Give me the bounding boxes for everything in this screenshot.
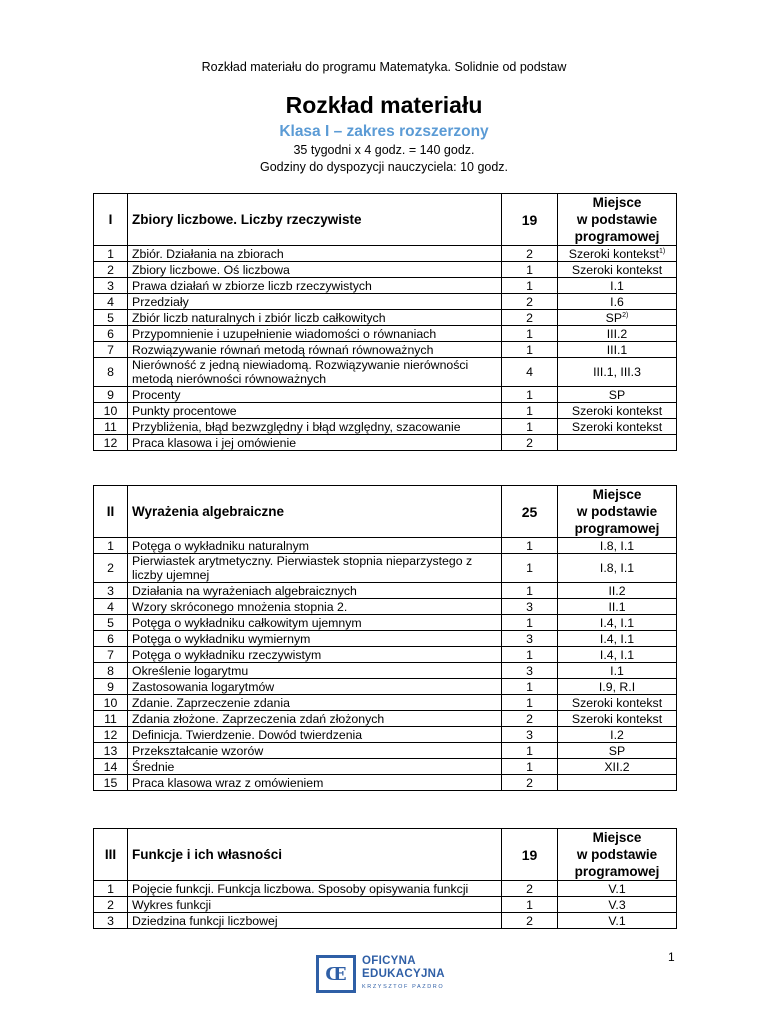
row-curriculum-text: Szeroki kontekst	[571, 419, 663, 434]
row-number: 5	[94, 310, 128, 326]
logo-text-line3: KRZYSZTOF PAZDRO	[362, 984, 445, 990]
row-hours: 1	[502, 387, 558, 403]
row-number: 12	[94, 727, 128, 743]
place-header-line: programowej	[574, 229, 660, 244]
row-number: 4	[94, 599, 128, 615]
section-number: II	[94, 486, 128, 538]
place-header-line: Miejsce	[592, 830, 642, 845]
row-hours: 1	[502, 538, 558, 554]
row-curriculum-text: I.9, R.I	[598, 679, 636, 694]
row-hours: 1	[502, 615, 558, 631]
row-hours: 1	[502, 326, 558, 342]
table-row	[94, 326, 677, 342]
place-header-line: w podstawie	[576, 212, 658, 227]
row-topic: Definicja. Twierdzenie. Dowód twierdzenia	[128, 727, 502, 743]
section-title: Zbiory liczbowe. Liczby rzeczywiste	[128, 194, 502, 246]
row-number: 9	[94, 387, 128, 403]
row-curriculum	[558, 326, 677, 342]
row-topic: Potęga o wykładniku wymiernym	[128, 631, 502, 647]
row-topic: Potęga o wykładniku całkowitym ujemnym	[128, 615, 502, 631]
row-number: 6	[94, 326, 128, 342]
row-number: 13	[94, 743, 128, 759]
section-number: III	[94, 829, 128, 881]
row-curriculum	[558, 881, 677, 897]
row-curriculum	[558, 262, 677, 278]
row-number: 4	[94, 294, 128, 310]
row-curriculum	[558, 679, 677, 695]
row-number: 9	[94, 679, 128, 695]
table-row	[94, 913, 677, 929]
place-header-line: programowej	[574, 864, 660, 879]
row-hours: 3	[502, 599, 558, 615]
place-header	[558, 194, 677, 246]
row-number: 8	[94, 358, 128, 387]
table-row	[94, 663, 677, 679]
row-curriculum	[558, 358, 677, 387]
section-table	[93, 828, 677, 929]
row-topic: Pierwiastek arytmetyczny. Pierwiastek stopnia nieparzystego z liczby ujemnej	[128, 554, 502, 583]
table-row	[94, 403, 677, 419]
row-curriculum	[558, 342, 677, 358]
row-curriculum	[558, 631, 677, 647]
row-curriculum-text: I.8, I.1	[599, 538, 635, 553]
row-topic: Przedziały	[128, 294, 502, 310]
section-hours: 25	[502, 486, 558, 538]
table-row	[94, 759, 677, 775]
row-curriculum	[558, 278, 677, 294]
table-row	[94, 262, 677, 278]
table-row	[94, 310, 677, 326]
row-hours: 1	[502, 278, 558, 294]
row-curriculum-text: II.2	[608, 583, 626, 598]
page-number: 1	[668, 950, 675, 964]
row-curriculum-text: Szeroki kontekst	[571, 695, 663, 710]
table-row	[94, 743, 677, 759]
row-curriculum	[558, 775, 677, 791]
row-curriculum	[558, 695, 677, 711]
publisher-logo	[316, 953, 466, 998]
row-topic: Pojęcie funkcji. Funkcja liczbowa. Sposoby opisywania funkcji	[128, 881, 502, 897]
row-hours: 2	[502, 775, 558, 791]
row-curriculum-text: V.1	[608, 913, 626, 928]
row-topic: Praca klasowa wraz z omówieniem	[128, 775, 502, 791]
row-number: 3	[94, 278, 128, 294]
section-header-row	[94, 194, 677, 246]
row-number: 14	[94, 759, 128, 775]
row-hours: 1	[502, 759, 558, 775]
row-number: 5	[94, 615, 128, 631]
hours-summary: 35 tygodni x 4 godz. = 140 godz.	[293, 143, 475, 157]
row-curriculum-text: I.4, I.1	[599, 647, 635, 662]
page-title: Rozkład materiału	[285, 92, 483, 118]
section-title: Wyrażenia algebraiczne	[128, 486, 502, 538]
row-curriculum-text: III.1, III.3	[593, 365, 641, 379]
row-topic: Nierówność z jedną niewiadomą. Rozwiązywanie nierówności metodą nierówności równoważnych	[128, 358, 502, 387]
row-hours: 1	[502, 403, 558, 419]
teacher-hours: Godziny do dyspozycji nauczyciela: 10 godz.	[259, 160, 509, 174]
row-curriculum	[558, 727, 677, 743]
row-hours: 1	[502, 419, 558, 435]
row-curriculum	[558, 246, 677, 262]
row-hours: 1	[502, 695, 558, 711]
row-topic: Zbiór liczb naturalnych i zbiór liczb całkowitych	[128, 310, 502, 326]
table-row	[94, 647, 677, 663]
row-hours: 1	[502, 583, 558, 599]
row-number: 10	[94, 695, 128, 711]
row-curriculum-text: I.8, I.1	[599, 561, 635, 575]
row-number: 7	[94, 647, 128, 663]
row-curriculum	[558, 599, 677, 615]
row-curriculum	[558, 538, 677, 554]
row-number: 10	[94, 403, 128, 419]
table-row	[94, 775, 677, 791]
row-number: 3	[94, 583, 128, 599]
row-topic: Punkty procentowe	[128, 403, 502, 419]
row-curriculum-text: I.6	[610, 294, 624, 309]
row-curriculum-text: I.4, I.1	[599, 615, 635, 630]
row-curriculum	[558, 711, 677, 727]
row-curriculum-text: V.3	[608, 897, 626, 912]
row-curriculum	[558, 435, 677, 451]
row-curriculum-text: I.2	[610, 727, 624, 742]
table-row	[94, 294, 677, 310]
footnote-marker: 2)	[622, 311, 629, 319]
row-number: 12	[94, 435, 128, 451]
row-topic: Zdania złożone. Zaprzeczenia zdań złożonych	[128, 711, 502, 727]
section-table	[93, 193, 677, 451]
row-topic: Potęga o wykładniku rzeczywistym	[128, 647, 502, 663]
row-hours: 2	[502, 435, 558, 451]
row-curriculum	[558, 615, 677, 631]
row-number: 7	[94, 342, 128, 358]
row-curriculum-text: XII.2	[604, 759, 630, 774]
place-header-line: programowej	[574, 521, 660, 536]
row-curriculum	[558, 403, 677, 419]
row-hours: 2	[502, 310, 558, 326]
row-hours: 1	[502, 647, 558, 663]
row-curriculum	[558, 419, 677, 435]
section-table	[93, 485, 677, 791]
table-row	[94, 727, 677, 743]
row-hours: 2	[502, 881, 558, 897]
row-topic: Przypomnienie i uzupełnienie wiadomości o równaniach	[128, 326, 502, 342]
row-curriculum	[558, 294, 677, 310]
row-topic: Działania na wyrażeniach algebraicznych	[128, 583, 502, 599]
row-number: 1	[94, 246, 128, 262]
logo-icon: Œ	[316, 955, 356, 993]
row-curriculum-text: V.1	[608, 881, 626, 896]
table-row	[94, 711, 677, 727]
row-curriculum-text: I.4, I.1	[599, 631, 635, 646]
table-row	[94, 538, 677, 554]
footnote-marker: 1)	[658, 247, 666, 255]
document-header: Rozkład materiału do programu Matematyka. Solidnie od podstaw	[201, 60, 567, 74]
section-title: Funkcje i ich własności	[128, 829, 502, 881]
logo-text-line2: EDUKACYJNA	[362, 968, 445, 980]
table-row	[94, 897, 677, 913]
row-topic: Wzory skróconego mnożenia stopnia 2.	[128, 599, 502, 615]
row-curriculum	[558, 554, 677, 583]
logo-text-line1: OFICYNA	[362, 955, 416, 967]
row-number: 11	[94, 419, 128, 435]
table-row	[94, 583, 677, 599]
row-topic: Zdanie. Zaprzeczenie zdania	[128, 695, 502, 711]
row-topic: Zbiór. Działania na zbiorach	[128, 246, 502, 262]
table-row	[94, 387, 677, 403]
place-header-line: Miejsce	[592, 487, 642, 502]
row-curriculum-text: Szeroki kontekst	[568, 246, 659, 261]
row-topic: Zastosowania logarytmów	[128, 679, 502, 695]
row-hours: 1	[502, 679, 558, 695]
row-curriculum	[558, 897, 677, 913]
page-subtitle: Klasa I – zakres rozszerzony	[279, 123, 489, 140]
table-row	[94, 342, 677, 358]
row-hours: 2	[502, 711, 558, 727]
row-hours: 3	[502, 631, 558, 647]
row-curriculum	[558, 647, 677, 663]
row-hours: 1	[502, 743, 558, 759]
table-row	[94, 358, 677, 387]
row-number: 6	[94, 631, 128, 647]
row-curriculum-text: III.1	[606, 342, 628, 357]
place-header	[558, 829, 677, 881]
row-curriculum	[558, 759, 677, 775]
row-topic: Zbiory liczbowe. Oś liczbowa	[128, 262, 502, 278]
place-header-line: w podstawie	[576, 847, 658, 862]
section-hours: 19	[502, 194, 558, 246]
table-row	[94, 554, 677, 583]
row-curriculum	[558, 663, 677, 679]
place-header-line: Miejsce	[592, 195, 642, 210]
row-topic: Prawa działań w zbiorze liczb rzeczywistych	[128, 278, 502, 294]
table-row	[94, 631, 677, 647]
row-number: 15	[94, 775, 128, 791]
section-hours: 19	[502, 829, 558, 881]
row-number: 1	[94, 538, 128, 554]
row-curriculum	[558, 913, 677, 929]
table-row	[94, 419, 677, 435]
row-curriculum-text: SP	[608, 387, 626, 402]
row-curriculum-text: III.2	[606, 326, 628, 341]
row-curriculum-text: I.1	[610, 278, 624, 293]
row-hours: 3	[502, 727, 558, 743]
table-row	[94, 615, 677, 631]
row-curriculum-text: Szeroki kontekst	[571, 262, 663, 277]
row-number: 11	[94, 711, 128, 727]
row-hours: 2	[502, 246, 558, 262]
row-curriculum	[558, 310, 677, 326]
table-row	[94, 278, 677, 294]
row-curriculum-text: SP	[605, 310, 623, 325]
table-row	[94, 679, 677, 695]
table-row	[94, 599, 677, 615]
table-row	[94, 435, 677, 451]
row-hours: 1	[502, 897, 558, 913]
row-topic: Określenie logarytmu	[128, 663, 502, 679]
row-topic: Praca klasowa i jej omówienie	[128, 435, 502, 451]
table-row	[94, 695, 677, 711]
row-topic: Wykres funkcji	[128, 897, 502, 913]
section-header-row	[94, 829, 677, 881]
row-hours: 3	[502, 663, 558, 679]
row-curriculum-text: I.1	[610, 663, 624, 678]
row-curriculum-text: Szeroki kontekst	[571, 711, 663, 726]
row-hours: 1	[502, 342, 558, 358]
row-number: 2	[94, 262, 128, 278]
row-hours: 2	[502, 913, 558, 929]
row-topic: Dziedzina funkcji liczbowej	[128, 913, 502, 929]
row-topic: Rozwiązywanie równań metodą równań równoważnych	[128, 342, 502, 358]
row-number: 3	[94, 913, 128, 929]
row-topic: Średnie	[128, 759, 502, 775]
row-hours: 2	[502, 294, 558, 310]
row-hours: 1	[502, 554, 558, 583]
row-curriculum	[558, 387, 677, 403]
section-header-row	[94, 486, 677, 538]
row-curriculum-text: SP	[608, 743, 626, 758]
row-number: 8	[94, 663, 128, 679]
section-number: I	[94, 194, 128, 246]
row-curriculum	[558, 583, 677, 599]
place-header-line: w podstawie	[576, 504, 658, 519]
row-curriculum	[558, 743, 677, 759]
table-row	[94, 881, 677, 897]
place-header	[558, 486, 677, 538]
row-number: 2	[94, 897, 128, 913]
row-curriculum-text: II.1	[608, 599, 626, 614]
row-hours: 4	[502, 358, 558, 387]
row-topic: Potęga o wykładniku naturalnym	[128, 538, 502, 554]
table-row	[94, 246, 677, 262]
row-hours: 1	[502, 262, 558, 278]
row-topic: Przybliżenia, błąd bezwzględny i błąd względny, szacowanie	[128, 419, 502, 435]
row-topic: Procenty	[128, 387, 502, 403]
row-number: 2	[94, 554, 128, 583]
row-curriculum-text: Szeroki kontekst	[571, 403, 663, 418]
row-topic: Przekształcanie wzorów	[128, 743, 502, 759]
row-number: 1	[94, 881, 128, 897]
